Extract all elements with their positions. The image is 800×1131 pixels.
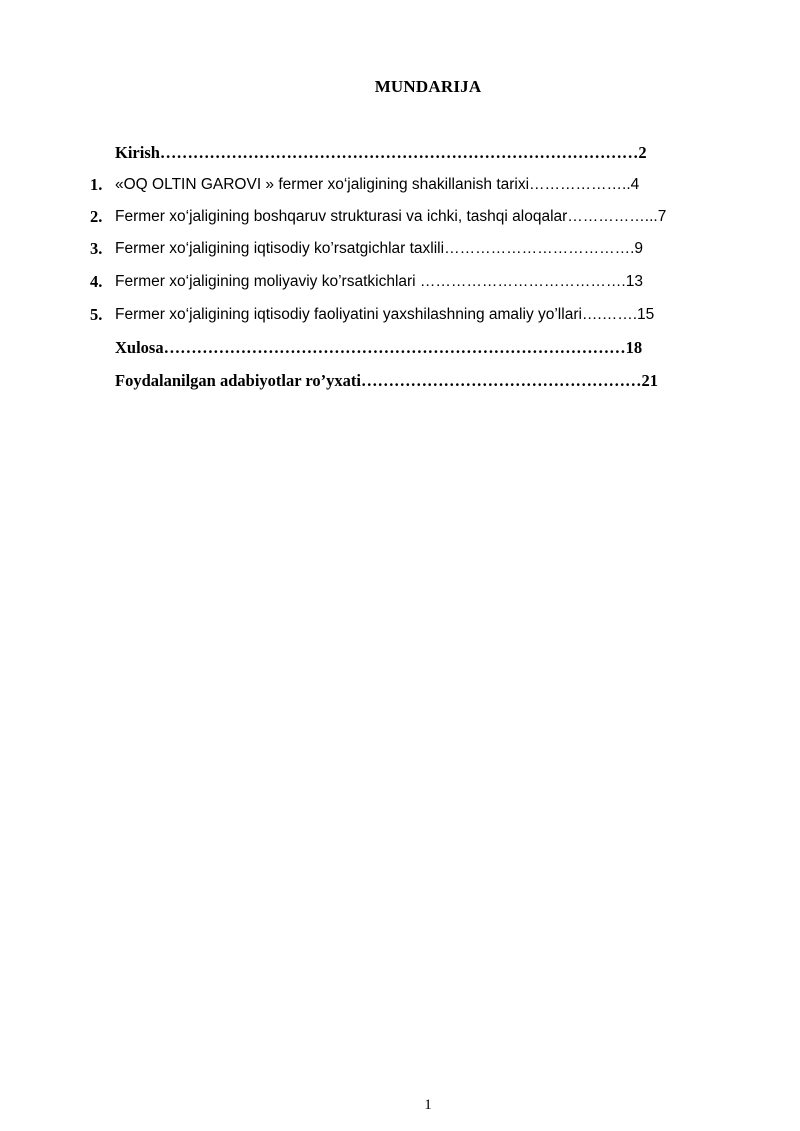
toc-entry-text: Kirish……………………………………………………………………………2 [115, 143, 647, 162]
toc-entry-text: Fermer xo‘jaligining boshqaruv strukturasi va ichki, tashqi aloqalar……………...7 [115, 208, 667, 225]
toc-entry-text: Xulosa…………………………………………………………………………18 [115, 338, 643, 357]
toc-entry-text: «OQ OLTIN GAROVI » fermer xo‘jaligining shakillanish tarixi………………..4 [115, 176, 640, 193]
toc-entry-kirish[interactable] [0, 143, 800, 163]
toc-entry-5[interactable] [0, 305, 800, 325]
page-number: 1 [424, 1097, 432, 1113]
toc-entry-text: Foydalanilgan adabiyotlar ro’yxati……………………………………………21 [115, 371, 659, 390]
toc-entry-3[interactable] [0, 239, 800, 259]
toc-entry-1[interactable] [0, 175, 800, 195]
toc-entry-number: 1. [90, 175, 103, 194]
toc-entry-text: Fermer xo‘jaligining iqtisodiy ko’rsatgichlar taxlili……………………………….9 [115, 240, 643, 257]
toc-entry-number: 5. [90, 305, 103, 324]
toc-entry-number: 4. [90, 272, 103, 291]
toc-entry-number: 2. [90, 207, 103, 226]
toc-entry-number: 3. [90, 239, 103, 258]
toc-entry-2[interactable] [0, 207, 800, 227]
toc-entry-text: Fermer xo‘jaligining moliyaviy ko’rsatkichlari ………………………………….13 [115, 273, 643, 290]
toc-entry-xulosa[interactable] [0, 338, 800, 358]
toc-entry-adabiyotlar[interactable] [0, 371, 800, 391]
toc-entry-4[interactable] [0, 272, 800, 292]
toc-entry-text: Fermer xo‘jaligining iqtisodiy faoliyatini yaxshilashning amaliy yo’llari….…….15 [115, 306, 655, 323]
page-title: MUNDARIJA [374, 77, 482, 96]
